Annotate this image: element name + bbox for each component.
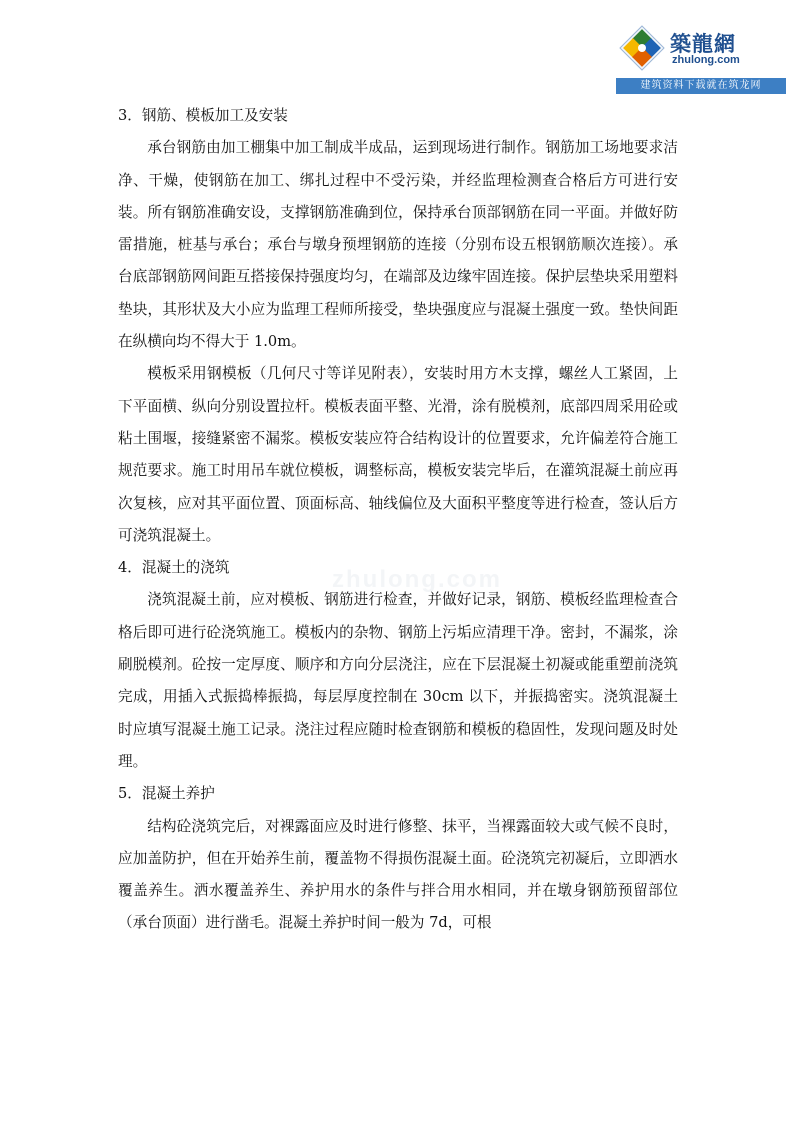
zhulong-logo-icon (618, 24, 666, 72)
logo-name: 築龍網 (670, 32, 736, 56)
section-heading-rebar-formwork: 3．钢筋、模板加工及安装 (118, 107, 288, 124)
paragraph-formwork: 模板采用钢模板（几何尺寸等详见附表），安装时用方木支撑，螺丝人工紧固，上下平面横、纵向分别设置拉杆。模板表面平整、光滑，涂有脱模剂，底部四周采用砼或粘土围堰，接缝紧密不漏浆。模板安装应符合结构设计的位置要求，允许偏差符合施工规范要求。施工时用吊车就位模板，调整标高，模板安装完毕后，在灌筑混凝土前应再次复核，应对其平面位置、顶面标高、轴线偏位及大面积平整度等进行检查，签认后方可浇筑混凝土。 (118, 365, 678, 544)
zhulong-logo (612, 20, 788, 100)
section-heading-concrete-curing: 5．混凝土养护 (118, 785, 215, 803)
paragraph-rebar-processing: 承台钢筋由加工棚集中加工制成半成品，运到现场进行制作。钢筋加工场地要求洁净、干燥，使钢筋在加工、绑扎过程中不受污染，并经监理检测查合格后方可进行安装。所有钢筋准确安设，支撑钢筋准确到位，保持承台顶部钢筋在同一平面。并做好防雷措施，桩基与承台；承台与墩身预埋钢筋的连接（分别布设五根钢筋顺次连接）。承台底部钢筋网间距互搭接保持强度均匀，在端部及边缘牢固连接。保护层垫块采用塑料垫块，其形状及大小应为监理工程师所接受，垫块强度应与混凝土强度一致。垫快间距在纵横向均不得大于 1.0m。 (118, 139, 678, 351)
paragraph-concrete-pouring: 浇筑混凝土前，应对模板、钢筋进行检查，并做好记录，钢筋、模板经监理检查合格后即可进行砼浇筑施工。模板内的杂物、钢筋上污垢应清理干净。密封，不漏浆，涂刷脱模剂。砼按一定厚度、顺序和方向分层浇注，应在下层混凝土初凝或能重塑前浇筑完成，用插入式振捣棒振捣，每层厚度控制在 30cm 以下，并振捣密实。浇筑混凝土时应填写混凝土施工记录。浇注过程应随时检查钢筋和模板的稳固性，发现问题及时处理。 (118, 591, 678, 770)
logo-domain: zhulong.com (672, 54, 740, 66)
document-body (118, 100, 678, 940)
watermark-url: zhulong.com (332, 566, 502, 593)
paragraph-concrete-curing: 结构砼浇筑完后，对裸露面应及时进行修整、抹平，当裸露面较大或气候不良时，应加盖防护，但在开始养生前，覆盖物不得损伤混凝土面。砼浇筑完初凝后，立即洒水覆盖养生。洒水覆盖养生、养护用水的条件与拌合用水相同，并在墩身钢筋预留部位（承台顶面）进行凿毛。混凝土养护时间一般为 7d，可根 (118, 817, 678, 932)
logo-tagline: 建筑资料下载就在筑龙网 (616, 78, 786, 94)
section-heading-concrete-pouring: 4．混凝土的浇筑 (118, 559, 230, 577)
